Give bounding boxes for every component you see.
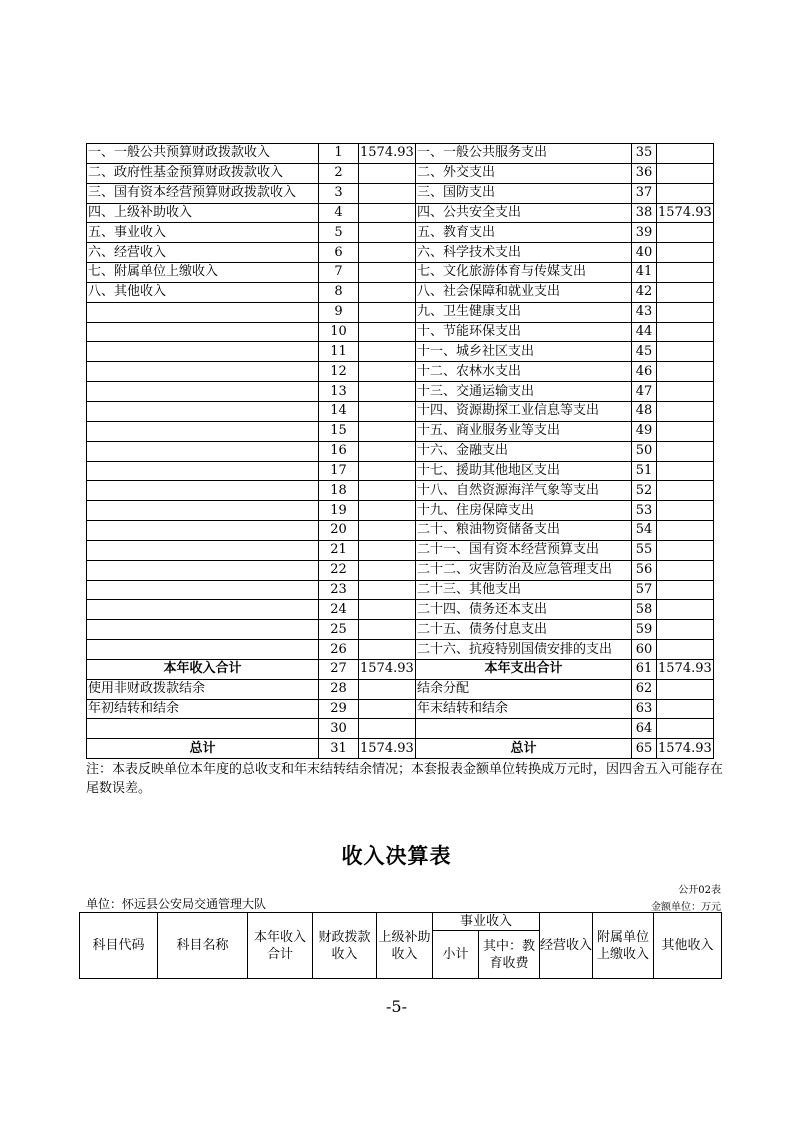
income-table-title: 收入决算表 <box>341 844 452 868</box>
income-item-name: 八、其他收入 <box>87 282 319 302</box>
income-amount <box>359 401 416 421</box>
table-code: 公开02表 <box>678 885 721 896</box>
expense-amount <box>657 263 714 283</box>
income-line-number: 7 <box>319 263 359 283</box>
income-line-number: 27 <box>319 659 359 679</box>
table-row <box>87 144 714 164</box>
income-item-name <box>87 302 319 322</box>
expense-line-number: 38 <box>632 203 657 223</box>
expense-amount <box>657 342 714 362</box>
income-line-number: 12 <box>319 362 359 382</box>
income-amount: 1574.93 <box>359 659 416 679</box>
income-amount <box>359 719 416 739</box>
table-row <box>87 322 714 342</box>
expense-line-number: 63 <box>632 699 657 719</box>
expense-item-name: 二十五、债务付息支出 <box>416 620 632 640</box>
income-amount <box>359 421 416 441</box>
table-row <box>87 382 714 402</box>
expense-line-number: 50 <box>632 441 657 461</box>
expense-amount <box>657 243 714 263</box>
expense-amount: 1574.93 <box>657 659 714 679</box>
header-subject-code: 科目代码 <box>80 913 158 979</box>
expense-item-name: 二十六、抗疫特别国债安排的支出 <box>416 640 632 660</box>
expense-amount <box>657 183 714 203</box>
table-row <box>87 560 714 580</box>
expense-line-number: 65 <box>632 739 657 759</box>
table-row <box>87 362 714 382</box>
summary-table-body <box>87 144 714 759</box>
income-amount <box>359 322 416 342</box>
subtotal-row <box>87 659 714 679</box>
income-amount <box>359 699 416 719</box>
expense-item-name: 十五、商业服务业等支出 <box>416 421 632 441</box>
table-row <box>87 640 714 660</box>
income-line-number: 28 <box>319 679 359 699</box>
income-item-name <box>87 322 319 342</box>
income-line-number: 29 <box>319 699 359 719</box>
income-item-name <box>87 521 319 541</box>
header-year-total: 本年收入合计 <box>248 913 313 979</box>
expense-amount <box>657 699 714 719</box>
expense-item-name: 十、节能环保支出 <box>416 322 632 342</box>
income-line-number: 21 <box>319 540 359 560</box>
expense-item-name: 十九、住房保障支出 <box>416 501 632 521</box>
income-item-name <box>87 501 319 521</box>
income-line-number: 9 <box>319 302 359 322</box>
income-amount <box>359 183 416 203</box>
expense-amount <box>657 322 714 342</box>
income-item-name: 使用非财政拨款结余 <box>87 679 319 699</box>
header-upper: 上级补助收入 <box>377 913 433 979</box>
income-item-name: 一、一般公共预算财政拨款收入 <box>87 144 319 164</box>
expense-item-name: 七、文化旅游体育与传媒支出 <box>416 263 632 283</box>
income-line-number: 26 <box>319 640 359 660</box>
income-line-number: 20 <box>319 521 359 541</box>
expense-item-name: 十八、自然资源海洋气象等支出 <box>416 481 632 501</box>
expense-line-number: 56 <box>632 560 657 580</box>
expense-item-name: 五、教育支出 <box>416 223 632 243</box>
income-line-number: 11 <box>319 342 359 362</box>
expense-amount <box>657 600 714 620</box>
income-line-number: 15 <box>319 421 359 441</box>
income-item-name: 六、经营收入 <box>87 243 319 263</box>
income-line-number: 30 <box>319 719 359 739</box>
expense-amount <box>657 540 714 560</box>
income-item-name <box>87 342 319 362</box>
header-edu-fee: 其中：教育收费 <box>479 931 540 979</box>
income-item-name <box>87 560 319 580</box>
expense-line-number: 42 <box>632 282 657 302</box>
income-item-name <box>87 640 319 660</box>
expense-line-number: 61 <box>632 659 657 679</box>
income-item-name: 四、上级补助收入 <box>87 203 319 223</box>
expense-item-name <box>416 719 632 739</box>
income-amount <box>359 481 416 501</box>
income-line-number: 2 <box>319 163 359 183</box>
income-item-name <box>87 421 319 441</box>
income-line-number: 10 <box>319 322 359 342</box>
income-item-name <box>87 382 319 402</box>
table-row <box>87 719 714 739</box>
income-line-number: 1 <box>319 144 359 164</box>
expense-line-number: 52 <box>632 481 657 501</box>
expense-line-number: 62 <box>632 679 657 699</box>
income-item-name <box>87 461 319 481</box>
income-amount <box>359 620 416 640</box>
income-amount <box>359 282 416 302</box>
income-item-name <box>87 580 319 600</box>
expense-line-number: 44 <box>632 322 657 342</box>
expense-amount <box>657 144 714 164</box>
expense-line-number: 40 <box>632 243 657 263</box>
expense-amount <box>657 302 714 322</box>
income-line-number: 17 <box>319 461 359 481</box>
expense-line-number: 47 <box>632 382 657 402</box>
income-item-name: 五、事业收入 <box>87 223 319 243</box>
expense-line-number: 39 <box>632 223 657 243</box>
income-amount <box>359 501 416 521</box>
expense-line-number: 46 <box>632 362 657 382</box>
table-row <box>87 461 714 481</box>
expense-line-number: 48 <box>632 401 657 421</box>
income-line-number: 3 <box>319 183 359 203</box>
expense-amount <box>657 461 714 481</box>
income-item-name <box>87 362 319 382</box>
expense-item-name: 一、一般公共服务支出 <box>416 144 632 164</box>
table-row <box>87 342 714 362</box>
expense-line-number: 49 <box>632 421 657 441</box>
table-row <box>87 183 714 203</box>
expense-amount <box>657 521 714 541</box>
table-row <box>87 481 714 501</box>
expense-line-number: 54 <box>632 521 657 541</box>
expense-item-name: 十三、交通运输支出 <box>416 382 632 402</box>
expense-amount <box>657 560 714 580</box>
income-item-name: 三、国有资本经营预算财政拨款收入 <box>87 183 319 203</box>
expense-amount <box>657 719 714 739</box>
income-item-name: 年初结转和结余 <box>87 699 319 719</box>
income-line-number: 6 <box>319 243 359 263</box>
income-amount <box>359 521 416 541</box>
table-row <box>87 600 714 620</box>
income-amount <box>359 540 416 560</box>
table-row <box>87 679 714 699</box>
income-amount <box>359 243 416 263</box>
expense-amount <box>657 421 714 441</box>
expense-line-number: 58 <box>632 600 657 620</box>
expense-item-name: 四、公共安全支出 <box>416 203 632 223</box>
income-amount <box>359 600 416 620</box>
table-note: 注：本表反映单位本年度的总收支和年末结转结余情况；本套报表金额单位转换成万元时，因四舍五入可能存在尾数误差。 <box>86 762 724 796</box>
income-line-number: 31 <box>319 739 359 759</box>
income-line-number: 25 <box>319 620 359 640</box>
income-line-number: 8 <box>319 282 359 302</box>
table-row <box>87 203 714 223</box>
expense-item-name: 结余分配 <box>416 679 632 699</box>
income-amount <box>359 342 416 362</box>
income-item-name <box>87 540 319 560</box>
expense-amount <box>657 223 714 243</box>
income-line-number: 18 <box>319 481 359 501</box>
expense-line-number: 59 <box>632 620 657 640</box>
expense-amount <box>657 282 714 302</box>
header-subject-name: 科目名称 <box>158 913 248 979</box>
income-amount <box>359 302 416 322</box>
expense-item-name: 年末结转和结余 <box>416 699 632 719</box>
expense-line-number: 55 <box>632 540 657 560</box>
expense-item-name: 十四、资源勘探工业信息等支出 <box>416 401 632 421</box>
expense-line-number: 43 <box>632 302 657 322</box>
header-other: 其他收入 <box>654 913 722 979</box>
expense-line-number: 51 <box>632 461 657 481</box>
expense-item-name: 九、卫生健康支出 <box>416 302 632 322</box>
income-amount: 1574.93 <box>359 739 416 759</box>
income-item-name <box>87 401 319 421</box>
expense-amount <box>657 163 714 183</box>
income-item-name <box>87 620 319 640</box>
income-amount <box>359 441 416 461</box>
expense-amount <box>657 580 714 600</box>
table-row <box>87 620 714 640</box>
expense-line-number: 35 <box>632 144 657 164</box>
income-amount: 1574.93 <box>359 144 416 164</box>
income-amount <box>359 362 416 382</box>
income-item-name <box>87 441 319 461</box>
expense-line-number: 64 <box>632 719 657 739</box>
expense-line-number: 36 <box>632 163 657 183</box>
table-row <box>87 263 714 283</box>
expense-item-name: 二十三、其他支出 <box>416 580 632 600</box>
income-amount <box>359 382 416 402</box>
expense-line-number: 37 <box>632 183 657 203</box>
expense-item-name: 十一、城乡社区支出 <box>416 342 632 362</box>
income-table-header <box>79 912 722 979</box>
header-operating: 经营收入 <box>540 913 593 979</box>
table-row <box>87 580 714 600</box>
income-line-number: 14 <box>319 401 359 421</box>
income-amount <box>359 580 416 600</box>
expense-amount <box>657 401 714 421</box>
income-total-label: 本年收入合计 <box>87 659 319 679</box>
grand-total-row <box>87 739 714 759</box>
table-row <box>87 421 714 441</box>
expense-item-name: 二、外交支出 <box>416 163 632 183</box>
income-amount <box>359 263 416 283</box>
unit-label: 单位：怀远县公安局交通管理大队 <box>86 897 267 911</box>
expense-amount <box>657 640 714 660</box>
income-item-name <box>87 719 319 739</box>
income-line-number: 22 <box>319 560 359 580</box>
expense-amount <box>657 382 714 402</box>
expense-item-name: 十六、金融支出 <box>416 441 632 461</box>
table-row <box>87 223 714 243</box>
table-row <box>87 401 714 421</box>
expense-total-label: 总计 <box>416 739 632 759</box>
table-row <box>87 699 714 719</box>
income-item-name: 七、附属单位上缴收入 <box>87 263 319 283</box>
income-amount <box>359 163 416 183</box>
income-line-number: 23 <box>319 580 359 600</box>
table-row <box>87 302 714 322</box>
table-row <box>87 441 714 461</box>
table-row <box>87 501 714 521</box>
income-amount <box>359 461 416 481</box>
header-affiliated: 附属单位上缴收入 <box>593 913 654 979</box>
table-row <box>87 282 714 302</box>
expense-item-name: 二十、粮油物资储备支出 <box>416 521 632 541</box>
expense-amount <box>657 481 714 501</box>
income-line-number: 24 <box>319 600 359 620</box>
income-amount <box>359 560 416 580</box>
income-amount <box>359 640 416 660</box>
expense-line-number: 41 <box>632 263 657 283</box>
income-amount <box>359 223 416 243</box>
income-item-name: 二、政府性基金预算财政拨款收入 <box>87 163 319 183</box>
expense-line-number: 57 <box>632 580 657 600</box>
expense-amount <box>657 441 714 461</box>
expense-item-name: 二十四、债务还本支出 <box>416 600 632 620</box>
expense-item-name: 六、科学技术支出 <box>416 243 632 263</box>
header-fiscal: 财政拨款收入 <box>313 913 377 979</box>
header-subtotal: 小计 <box>433 931 479 979</box>
income-line-number: 5 <box>319 223 359 243</box>
income-line-number: 16 <box>319 441 359 461</box>
table-row <box>87 540 714 560</box>
expense-item-name: 三、国防支出 <box>416 183 632 203</box>
income-item-name <box>87 600 319 620</box>
expense-line-number: 45 <box>632 342 657 362</box>
expense-amount <box>657 620 714 640</box>
expense-total-label: 本年支出合计 <box>416 659 632 679</box>
expense-amount <box>657 501 714 521</box>
table-row <box>87 521 714 541</box>
income-line-number: 4 <box>319 203 359 223</box>
header-business: 事业收入 <box>433 913 540 931</box>
expense-line-number: 60 <box>632 640 657 660</box>
page-number: -5- <box>386 997 407 1016</box>
income-item-name <box>87 481 319 501</box>
expense-amount: 1574.93 <box>657 739 714 759</box>
expense-line-number: 53 <box>632 501 657 521</box>
expense-item-name: 二十一、国有资本经营预算支出 <box>416 540 632 560</box>
income-expense-summary-table <box>86 143 714 759</box>
income-amount <box>359 679 416 699</box>
money-unit-label: 金额单位：万元 <box>651 902 721 913</box>
income-line-number: 19 <box>319 501 359 521</box>
expense-item-name: 十七、援助其他地区支出 <box>416 461 632 481</box>
expense-amount: 1574.93 <box>657 203 714 223</box>
table-row <box>87 243 714 263</box>
expense-amount <box>657 362 714 382</box>
income-amount <box>359 203 416 223</box>
income-total-label: 总计 <box>87 739 319 759</box>
expense-item-name: 八、社会保障和就业支出 <box>416 282 632 302</box>
expense-item-name: 十二、农林水支出 <box>416 362 632 382</box>
expense-amount <box>657 679 714 699</box>
table-row <box>87 163 714 183</box>
expense-item-name: 二十二、灾害防治及应急管理支出 <box>416 560 632 580</box>
income-line-number: 13 <box>319 382 359 402</box>
